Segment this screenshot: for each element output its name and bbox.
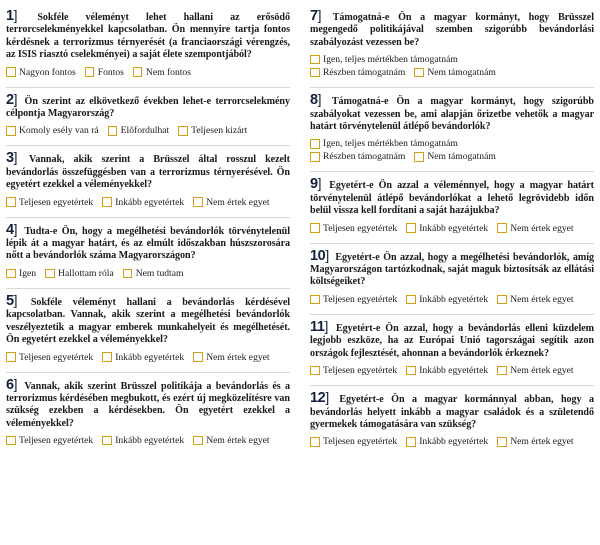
option-label: Nagyon fontos: [19, 66, 76, 78]
option-label: Fontos: [97, 66, 124, 78]
question-7: [310, 4, 594, 83]
option-8-nem-t-mogatn-m[interactable]: [414, 151, 495, 162]
option-12-nem-rtek-egyet[interactable]: [497, 436, 573, 447]
question-number-9: 9]: [310, 175, 322, 193]
option-6-ink-bb-egyet-rtek[interactable]: [102, 435, 184, 446]
option-row: [6, 197, 270, 208]
option-4-igen[interactable]: [6, 268, 36, 279]
option-7-igen-teljes-m-rt-kben-t-mogatn-m[interactable]: [310, 54, 458, 65]
option-1-nagyon-fontos[interactable]: [6, 67, 76, 78]
option-row: [310, 151, 594, 162]
option-10-nem-rtek-egyet[interactable]: [497, 294, 573, 305]
question-text-3: 3] Vannak, akik szerint a Brüsszel által rosszul kezelt bevándorlás összefüggésben van a terrorizmus térnyerésével. Ön egyetért ezekkel a véleményekkel?: [6, 149, 290, 191]
option-label: Nem értek egyet: [510, 293, 574, 305]
checkbox-icon[interactable]: [6, 352, 16, 362]
option-label: Teljesen egyetértek: [19, 435, 94, 447]
options-group-10: [310, 294, 594, 307]
question-number-bracket: ]: [317, 175, 322, 192]
option-label: Teljesen egyetértek: [323, 436, 398, 448]
question-number-5: 5]: [6, 291, 18, 309]
checkbox-icon[interactable]: [45, 269, 55, 279]
option-11-nem-rtek-egyet[interactable]: [497, 365, 573, 376]
option-9-nem-rtek-egyet[interactable]: [497, 223, 573, 234]
option-label: Teljesen egyetértek: [19, 196, 94, 208]
option-label: Hallottam róla: [58, 267, 114, 279]
option-label: Teljesen kizárt: [191, 125, 248, 137]
option-3-ink-bb-egyet-rtek[interactable]: [102, 197, 184, 208]
checkbox-icon[interactable]: [85, 67, 95, 77]
option-row: [6, 125, 247, 136]
option-11-teljesen-egyet-rtek[interactable]: [310, 365, 397, 376]
question-number-3: 3]: [6, 149, 18, 167]
option-row: [310, 365, 574, 376]
question-text-9: 9] Egyetért-e Ön azzal a véleménnyel, hogy a magyar határt törvénytelenül átlépő bevándorlókat a lehető legrövidebb időn belül vissza kell fordítani a saját hazájukba?: [310, 175, 594, 217]
question-number-bracket: ]: [317, 91, 322, 108]
question-number-bracket: ]: [324, 317, 329, 334]
option-4-nem-tudtam[interactable]: [123, 268, 184, 279]
option-row: [310, 54, 594, 65]
checkbox-icon[interactable]: [310, 68, 320, 78]
option-label: Inkább egyetértek: [115, 435, 185, 447]
option-7-r-szben-t-mogatn-m[interactable]: [310, 67, 405, 78]
question-number-8: 8]: [310, 91, 322, 109]
options-group-9: [310, 223, 594, 236]
option-12-ink-bb-egyet-rtek[interactable]: [406, 436, 488, 447]
question-number-12: 12]: [310, 389, 329, 407]
options-group-7: [310, 54, 594, 78]
option-label: Teljesen egyetértek: [323, 222, 398, 234]
checkbox-icon[interactable]: [406, 437, 416, 447]
question-2: [6, 88, 290, 142]
checkbox-icon[interactable]: [6, 197, 16, 207]
question-number-bracket: ]: [13, 7, 18, 23]
option-label: Inkább egyetértek: [115, 351, 185, 363]
question-number-bracket: ]: [13, 291, 18, 308]
question-number-11: 11]: [310, 317, 329, 335]
options-group-3: [6, 197, 290, 210]
option-label: Részben támogatnám: [323, 67, 406, 79]
question-9: [310, 172, 594, 238]
question-text-12: 12] Egyetért-e Ön a magyar kormánnyal abban, hogy a bevándorlás helyett inkább a magyar családok és a születendő gyermekek támogatására van szükség?: [310, 389, 594, 430]
checkbox-icon[interactable]: [193, 436, 203, 446]
option-row: [6, 67, 191, 78]
checkbox-icon[interactable]: [310, 295, 320, 305]
checkbox-icon[interactable]: [310, 366, 320, 376]
options-group-2: [6, 125, 290, 138]
question-10: [310, 244, 594, 310]
option-2-el-fordulhat[interactable]: [108, 125, 170, 136]
checkbox-icon[interactable]: [497, 366, 507, 376]
option-8-igen-teljes-m-rt-kben-t-mogatn-m[interactable]: [310, 138, 458, 149]
checkbox-icon[interactable]: [123, 269, 133, 279]
option-7-nem-t-mogatn-m[interactable]: [414, 67, 495, 78]
option-label: Igen, teljes mértékben támogatnám: [323, 138, 458, 150]
option-row: [310, 138, 594, 149]
option-label: Teljesen egyetértek: [323, 293, 398, 305]
option-9-teljesen-egyet-rtek[interactable]: [310, 223, 397, 234]
question-number-4: 4]: [6, 220, 18, 238]
option-row: [310, 436, 574, 447]
question-8: [310, 88, 594, 167]
option-label: Inkább egyetértek: [419, 365, 489, 377]
checkbox-icon[interactable]: [310, 437, 320, 447]
question-number-bracket: ]: [13, 90, 18, 107]
options-group-6: [6, 435, 290, 448]
question-number-7: 7]: [310, 7, 322, 24]
checkbox-icon[interactable]: [133, 67, 143, 77]
option-label: Nem értek egyet: [510, 222, 574, 234]
options-group-4: [6, 268, 290, 281]
right-column: [300, 0, 600, 545]
question-1: [6, 4, 290, 83]
question-number-bracket: ]: [317, 7, 322, 23]
options-group-12: [310, 436, 594, 449]
checkbox-icon[interactable]: [497, 295, 507, 305]
option-label: Nem fontos: [145, 66, 191, 78]
question-number-2: 2]: [6, 90, 18, 108]
option-2-komoly-es-ly-van-r[interactable]: [6, 125, 99, 136]
option-label: Nem értek egyet: [206, 435, 270, 447]
question-12: [310, 386, 594, 452]
option-row: [6, 268, 183, 279]
checkbox-icon[interactable]: [310, 152, 320, 162]
option-label: Nem értek egyet: [206, 196, 270, 208]
checkbox-icon[interactable]: [178, 126, 188, 136]
question-text-10: 10] Egyetért-e Ön azzal, hogy a megélhetési bevándorlók, amíg Magyarországon tartózkodnak, saját maguk biztosítsák az ellátási költségeiket?: [310, 246, 594, 288]
option-label: Inkább egyetértek: [419, 293, 489, 305]
options-group-5: [6, 352, 290, 365]
option-label: Nem értek egyet: [510, 365, 574, 377]
option-row: [310, 67, 594, 78]
option-8-r-szben-t-mogatn-m[interactable]: [310, 151, 405, 162]
option-5-ink-bb-egyet-rtek[interactable]: [102, 352, 184, 363]
question-number-bracket: ]: [325, 389, 329, 406]
checkbox-icon[interactable]: [497, 437, 507, 447]
option-12-teljesen-egyet-rtek[interactable]: [310, 436, 397, 447]
option-2-teljesen-kiz-rt[interactable]: [178, 125, 247, 136]
option-label: Inkább egyetértek: [115, 196, 185, 208]
checkbox-icon[interactable]: [6, 436, 16, 446]
option-6-nem-rtek-egyet[interactable]: [193, 435, 269, 446]
question-text-8: 8] Támogatná-e Ön a magyar kormányt, hogy szigorúbb szabályokat vezessen be, ami alapján őrizetbe vehetők a magyar határt törvénytelenül átlépő bevándorlók?: [310, 91, 594, 133]
option-1-fontos[interactable]: [85, 67, 124, 78]
question-6: [6, 373, 290, 452]
option-label: Teljesen egyetértek: [19, 351, 94, 363]
option-3-nem-rtek-egyet[interactable]: [193, 197, 269, 208]
option-10-teljesen-egyet-rtek[interactable]: [310, 294, 397, 305]
option-label: Nem támogatnám: [427, 151, 496, 163]
checkbox-icon[interactable]: [102, 197, 112, 207]
checkbox-icon[interactable]: [310, 139, 320, 149]
question-text-5: 5] Sokféle véleményt hallani a bevándorlás kérdésével kapcsolatban. Vannak, akik szerint a megélhetési bevándorlók veszélyeztetik a magyar emberek munkahelyeit és megélhetését. Ön egyetért ezekkel a véleményekkel?: [6, 291, 290, 346]
checkbox-icon[interactable]: [6, 269, 16, 279]
option-5-nem-rtek-egyet[interactable]: [193, 352, 269, 363]
option-9-ink-bb-egyet-rtek[interactable]: [406, 223, 488, 234]
checkbox-icon[interactable]: [497, 223, 507, 233]
checkbox-icon[interactable]: [310, 223, 320, 233]
checkbox-icon[interactable]: [102, 352, 112, 362]
question-number-10: 10]: [310, 246, 329, 264]
question-text-7: 7] Támogatná-e Ön a magyar kormányt, hogy Brüsszel megengedő politikájával szemben szigorúbb bevándorlási szabályozást vezessen be?: [310, 7, 594, 48]
question-number-bracket: ]: [325, 246, 329, 263]
question-number-bracket: ]: [13, 220, 18, 237]
question-number-6: 6]: [6, 375, 18, 393]
question-5: [6, 289, 290, 368]
checkbox-icon[interactable]: [310, 55, 320, 65]
checkbox-icon[interactable]: [406, 366, 416, 376]
option-row: [6, 352, 270, 363]
question-4: [6, 218, 290, 284]
checkbox-icon[interactable]: [193, 197, 203, 207]
question-number-1: 1]: [6, 7, 18, 24]
question-text-4: 4] Tudta-e Ön, hogy a megélhetési bevándorlók törvénytelenül lépik át a magyar határt, és az elmúlt időszakban húszszorosára nőtt a bevándorlók száma Magyarországon?: [6, 220, 290, 262]
question-number-bracket: ]: [13, 375, 18, 392]
option-row: [310, 223, 574, 234]
checkbox-icon[interactable]: [108, 126, 118, 136]
option-label: Inkább egyetértek: [419, 436, 489, 448]
question-text-6: 6] Vannak, akik szerint Brüsszel politikája a bevándorlás és a terrorizmus kérdésében megbukott, és ezért új megközelítésre van szükség ezekben a kérdésekben. Ön egyetért ezekkel a véleményekkel?: [6, 375, 290, 429]
checkbox-icon[interactable]: [6, 67, 16, 77]
checkbox-icon[interactable]: [414, 152, 424, 162]
option-label: Komoly esély van rá: [19, 125, 99, 137]
options-group-11: [310, 365, 594, 378]
option-10-ink-bb-egyet-rtek[interactable]: [406, 294, 488, 305]
options-group-1: [6, 67, 290, 80]
option-label: Előfordulhat: [120, 125, 170, 137]
option-11-ink-bb-egyet-rtek[interactable]: [406, 365, 488, 376]
question-number-bracket: ]: [13, 149, 18, 166]
checkbox-icon[interactable]: [414, 68, 424, 78]
option-4-hallottam-r-la[interactable]: [45, 268, 114, 279]
question-text-2: 2] Ön szerint az elkövetkező években lehet-e terrorcselekmény célpontja Magyarország?: [6, 90, 290, 120]
option-3-teljesen-egyet-rtek[interactable]: [6, 197, 93, 208]
checkbox-icon[interactable]: [6, 126, 16, 136]
options-group-8: [310, 138, 594, 162]
checkbox-icon[interactable]: [406, 295, 416, 305]
option-5-teljesen-egyet-rtek[interactable]: [6, 352, 93, 363]
option-label: Igen, teljes mértékben támogatnám: [323, 54, 458, 66]
option-label: Inkább egyetértek: [419, 222, 489, 234]
option-label: Nem tudtam: [135, 267, 184, 279]
option-label: Nem értek egyet: [206, 351, 270, 363]
checkbox-icon[interactable]: [102, 436, 112, 446]
option-1-nem-fontos[interactable]: [133, 67, 191, 78]
checkbox-icon[interactable]: [193, 352, 203, 362]
option-label: Nem értek egyet: [510, 436, 574, 448]
option-row: [6, 435, 270, 446]
checkbox-icon[interactable]: [406, 223, 416, 233]
option-label: Teljesen egyetértek: [323, 365, 398, 377]
option-label: Nem támogatnám: [427, 67, 496, 79]
option-label: Igen: [19, 267, 37, 279]
option-row: [310, 294, 574, 305]
question-text-11: 11] Egyetért-e Ön azzal, hogy a bevándorlás elleni küzdelem legjobb eszköze, ha az Európai Unió tagországai segítik azon országok fejlesztését, ahonnan a bevándorlók érkeznek?: [310, 317, 594, 359]
question-3: [6, 146, 290, 212]
option-6-teljesen-egyet-rtek[interactable]: [6, 435, 93, 446]
question-11: [310, 315, 594, 381]
question-text-1: 1] Sokféle véleményt lehet hallani az erősödő terrorcselekményekkel kapcsolatban. Ön mennyire tartja fontos kérdésnek a terrorizmus térnyerését (a franciaországi vérengzés, az ISIS riasztó cselekményei) a saját élete szempontjából?: [6, 7, 290, 61]
option-label: Részben támogatnám: [323, 151, 406, 163]
